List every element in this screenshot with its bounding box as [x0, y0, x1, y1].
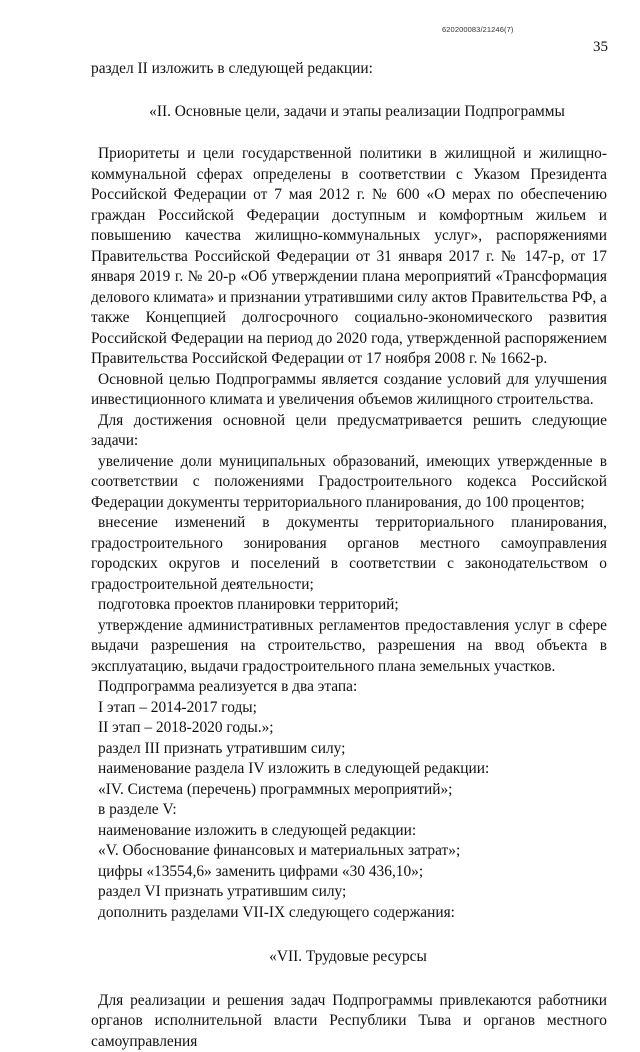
section-2-title: «II. Основные цели, задачи и этапы реализации Подпрограммы: [107, 102, 607, 123]
stages-intro: Подпрограмма реализуется в два этапа:: [91, 677, 607, 698]
page-content: [91, 59, 607, 1052]
section-4-title-line: «IV. Система (перечень) программных мероприятий»;: [91, 780, 607, 801]
add-sections-line: дополнить разделами VII-IX следующего содержания:: [91, 903, 607, 924]
labor-paragraph: Для реализации и решения задач Подпрограммы привлекаются работники органов исполнительной власти Республики Тыва и органов местного самоуправления: [91, 991, 607, 1052]
figures-line: цифры «13554,6» заменить цифрами «30 436,10»;: [91, 862, 607, 883]
section-5-title-line: «V. Обоснование финансовых и материальных затрат»;: [91, 841, 607, 862]
priorities-paragraph: Приоритеты и цели государственной политики в жилищной и жилищно-коммунальной сферах определены в соответствии с Указом Президента Российской Федерации от 7 мая 2012 г. № 600 «О мерах по обеспечению граждан Российской Федерации доступным и комфортным жильем и повышению качества жилищно-коммунальных услуг», распоряжениями Правительства Российской Федерации от 31 января 2017 г. № 147-р, от 17 января 2019 г. № 20-р «Об утверждении плана мероприятий «Трансформация делового климата» и признании утратившими силу актов Правительства РФ, а также Концепцией долгосрочного социально-экономического развития Российской Федерации на период до 2020 года, утвержденной распоряжением Правительства Российской Федерации от 17 ноября 2008 г. № 1662-р.: [91, 144, 607, 370]
section-6-line: раздел VI признать утратившим силу;: [91, 882, 607, 903]
main-goal-paragraph: Основной целью Подпрограммы является создание условий для улучшения инвестиционного климата и увеличения объемов жилищного строительства.: [91, 370, 607, 411]
task-item-2: внесение изменений в документы территориального планирования, градостроительного зонирования органов местного самоуправления городских округов и поселений в соответствии с законодательством о градостроительной деятельности;: [91, 513, 607, 595]
task-item-3: подготовка проектов планировки территорий;: [91, 595, 607, 616]
section-3-line: раздел III признать утратившим силу;: [91, 739, 607, 760]
page-number: 35: [593, 39, 608, 56]
section-7-title: «VII. Трудовые ресурсы: [89, 947, 607, 968]
tasks-intro: Для достижения основной цели предусматривается решить следующие задачи:: [91, 411, 607, 452]
document-code: 620200083/21246(7): [442, 25, 513, 34]
stage-2: II этап – 2018-2020 годы.»;: [91, 718, 607, 739]
name-edit-line: наименование изложить в следующей редакции:: [91, 821, 607, 842]
stage-1: I этап – 2014-2017 годы;: [91, 698, 607, 719]
section-4-name-line: наименование раздела IV изложить в следующей редакции:: [91, 759, 607, 780]
task-item-4: утверждение административных регламентов предоставления услуг в сфере выдачи разрешения на строительство, разрешения на ввод объекта в эксплуатацию, выдачи градостроительного плана земельных участков.: [91, 616, 607, 678]
section-5-line: в разделе V:: [91, 800, 607, 821]
task-item-1: увеличение доли муниципальных образований, имеющих утвержденные в соответствии с положениями Градостроительного кодекса Российской Федерации документы территориального планирования, до 100 процентов;: [91, 452, 607, 514]
amendment-intro: раздел II изложить в следующей редакции:: [91, 59, 607, 80]
